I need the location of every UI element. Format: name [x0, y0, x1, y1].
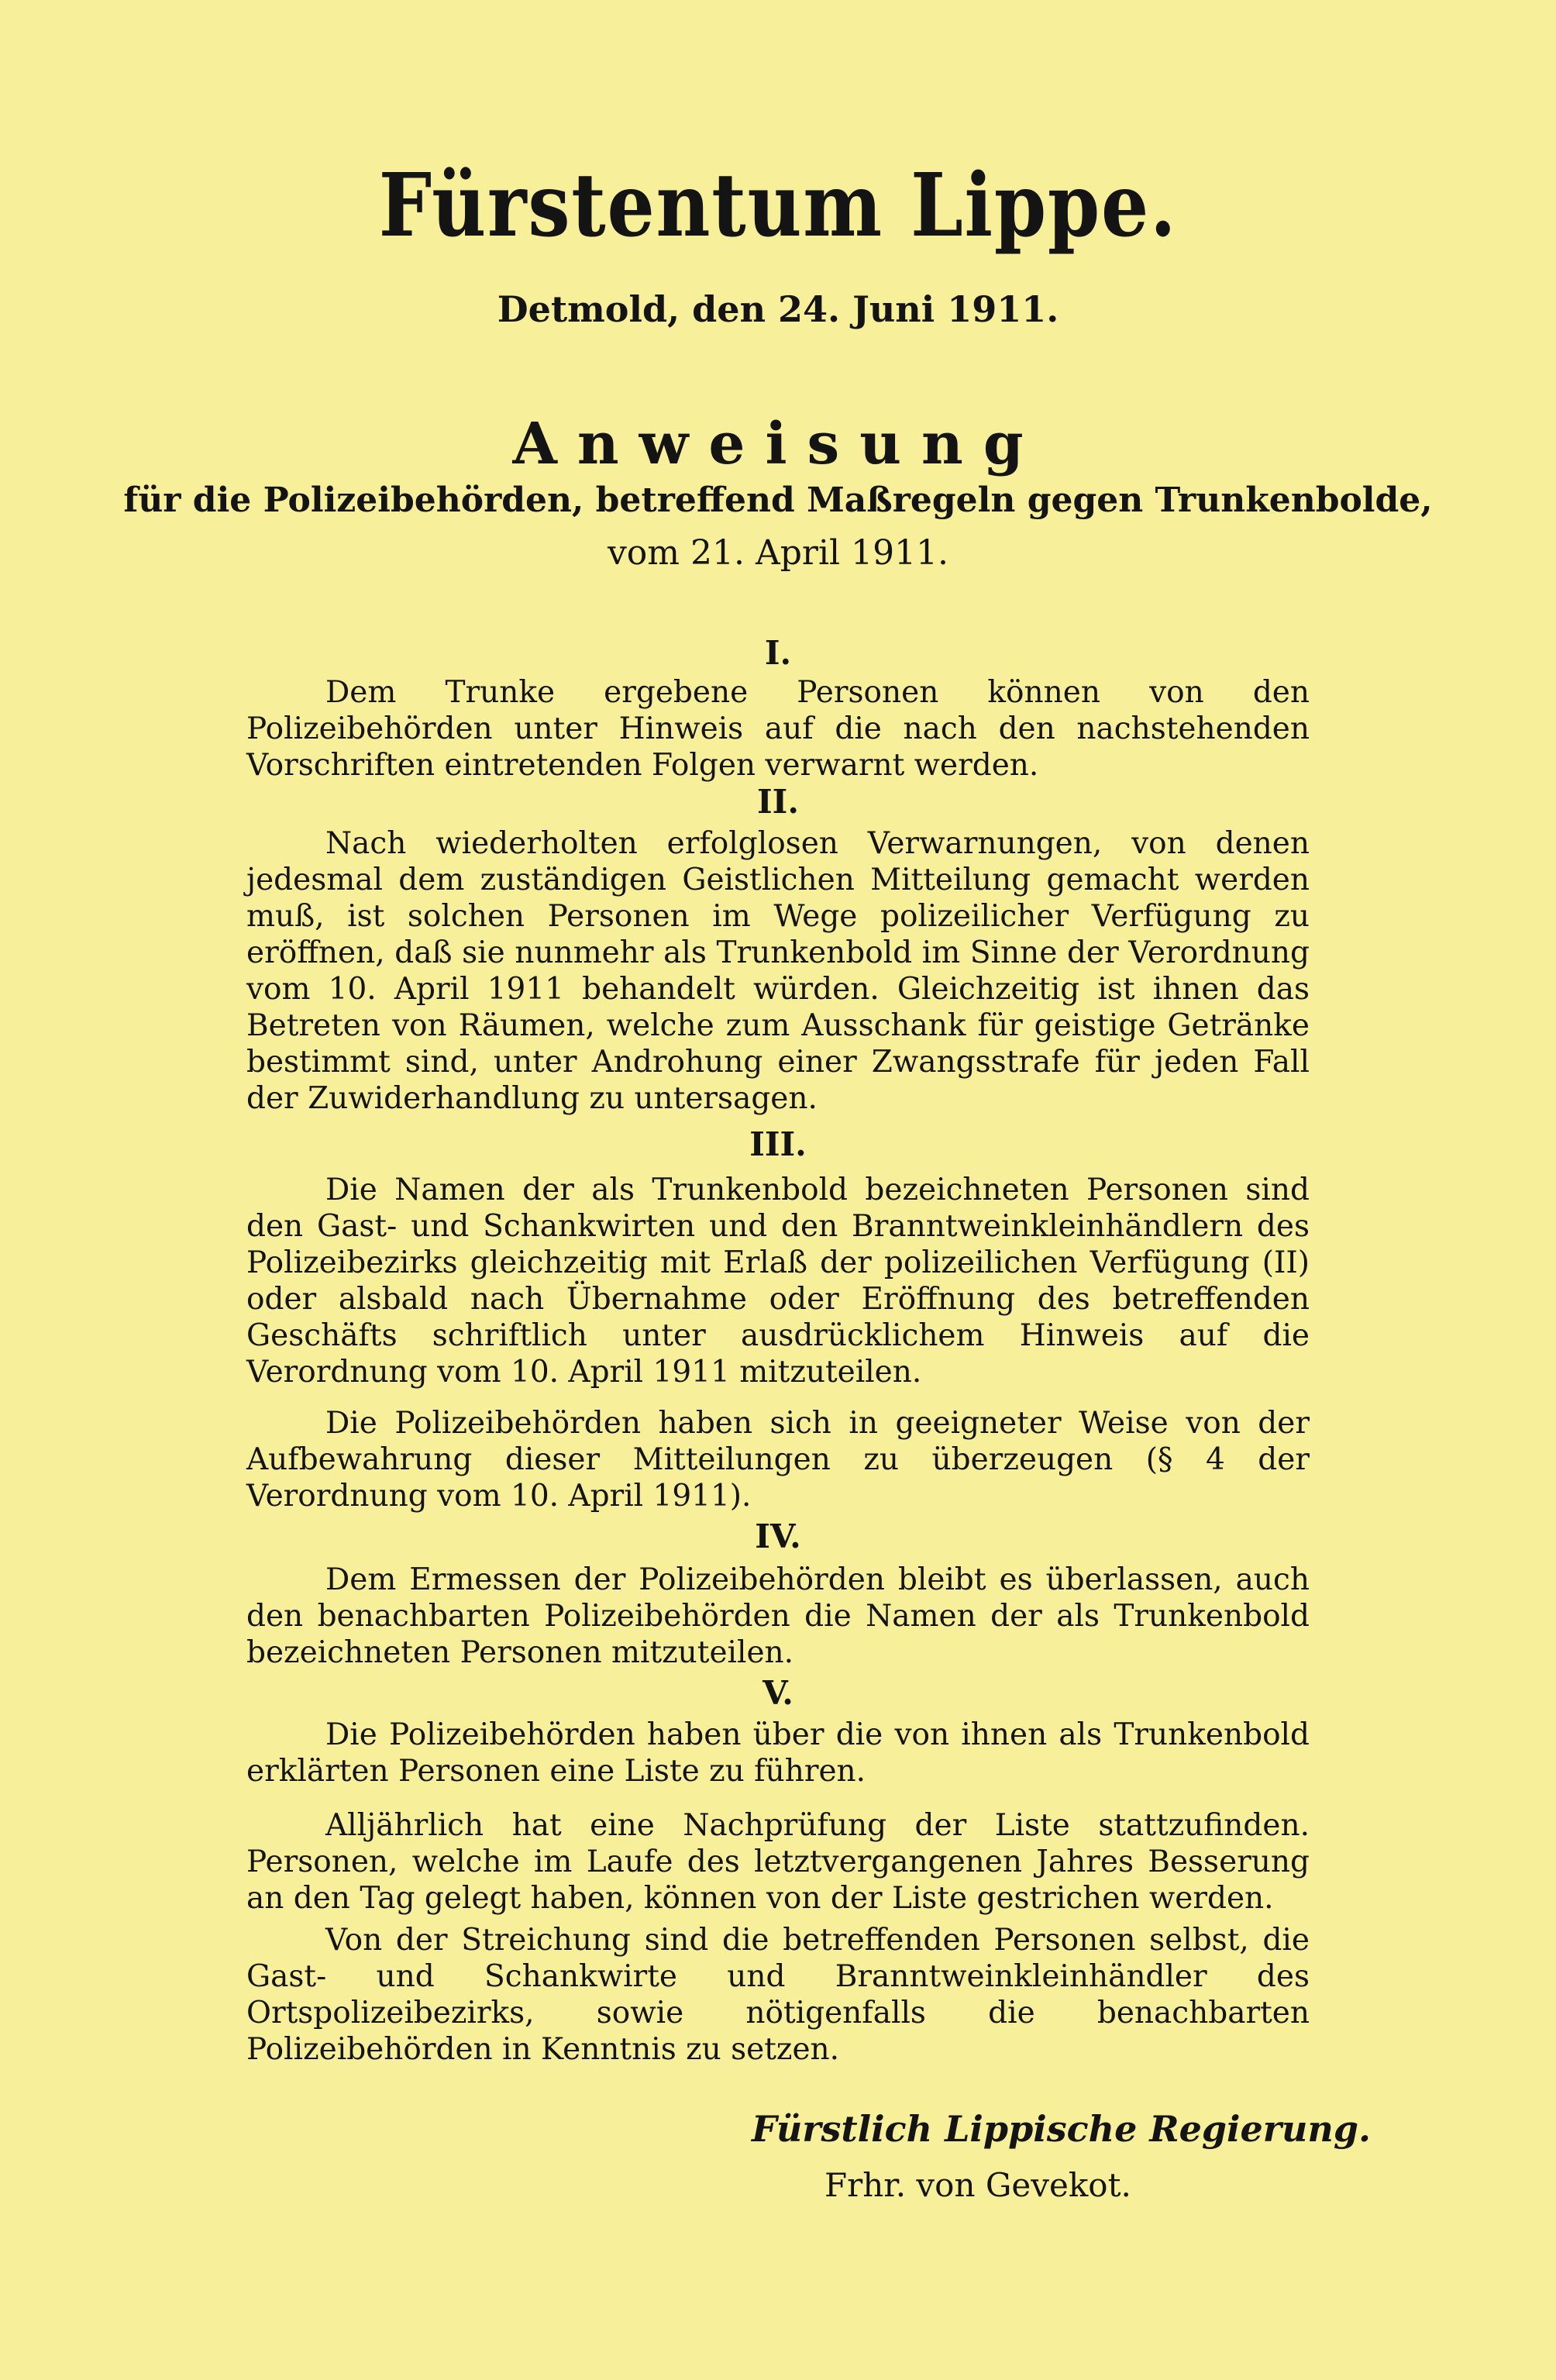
signature-authority: Fürstlich Lippische Regierung.	[752, 2108, 1372, 2150]
heading: Anweisung	[512, 411, 1044, 477]
section-number-i: I.	[764, 634, 792, 672]
subheading-date: vom 21. April 1911.	[607, 533, 949, 573]
section-number-iv: IV.	[755, 1517, 801, 1555]
section-v-paragraph-3: Von der Streichung sind die betreffenden Personen selbst, die Gast- und Schankwirte und Branntweinkleinhändler des Ortspolizeibezirks, sowie nötigenfalls die benachbarten Polizeibehörden in Kenntnis zu setzen.	[246, 1923, 1310, 2067]
section-iii-paragraph-1: Die Namen der als Trunkenbold bezeichneten Personen sind den Gast- und Schankwirten und den Branntweinkleinhändlern des Polizeibezirks gleichzeitig mit Erlaß der polizeilichen Verfügung (II) oder alsbald nach Übernahme oder Eröffnung des betreffenden Geschäfts schriftlich unter ausdrücklichem Hinweis auf die Verordnung vom 10. April 1911 mitzuteilen.	[246, 1173, 1310, 1390]
section-iv-paragraph-1: Dem Ermessen der Polizeibehörden bleibt es überlassen, auch den benachbarten Polizeibehörden die Namen der als Trunkenbold bezeichneten Personen mitzuteilen.	[246, 1562, 1310, 1670]
section-iii-paragraph-2: Die Polizeibehörden haben sich in geeigneter Weise von der Aufbewahrung dieser Mitteilungen zu überzeugen (§ 4 der Verordnung vom 10. April 1911).	[246, 1406, 1310, 1514]
section-v-paragraph-2: Alljährlich hat eine Nachprüfung der Liste stattzufinden. Personen, welche im Laufe des letztvergangenen Jahres Besserung an den Tag gelegt haben, können von der Liste gestrichen werden.	[246, 1808, 1310, 1916]
section-number-v: V.	[763, 1674, 793, 1712]
signature-name: Frhr. von Gevekot.	[824, 2166, 1131, 2204]
section-i-paragraph-1: Dem Trunke ergebene Personen können von den Polizeibehörden unter Hinweis auf die nach den nachstehenden Vorschriften eintretenden Folgen verwarnt werden.	[246, 675, 1310, 783]
document-title: Fürstentum Lippe.	[378, 155, 1178, 257]
dateline: Detmold, den 24. Juni 1911.	[497, 288, 1059, 330]
section-number-ii: II.	[757, 783, 799, 821]
subheading: für die Polizeibehörden, betreffend Maßregeln gegen Trunkenbolde,	[123, 480, 1433, 520]
section-v-paragraph-1: Die Polizeibehörden haben über die von ihnen als Trunkenbold erklärten Personen eine Liste zu führen.	[246, 1717, 1310, 1789]
section-number-iii: III.	[749, 1125, 807, 1163]
section-ii-paragraph-1: Nach wiederholten erfolglosen Verwarnungen, von denen jedesmal dem zuständigen Geistlichen Mitteilung gemacht werden muß, ist solchen Personen im Wege polizeilicher Verfügung zu eröffnen, daß sie nunmehr als Trunkenbold im Sinne der Verordnung vom 10. April 1911 behandelt würden. Gleichzeitig ist ihnen das Betreten von Räumen, welche zum Ausschank für geistige Getränke bestimmt sind, unter Androhung einer Zwangsstrafe für jeden Fall der Zuwiderhandlung zu untersagen.	[246, 826, 1310, 1116]
